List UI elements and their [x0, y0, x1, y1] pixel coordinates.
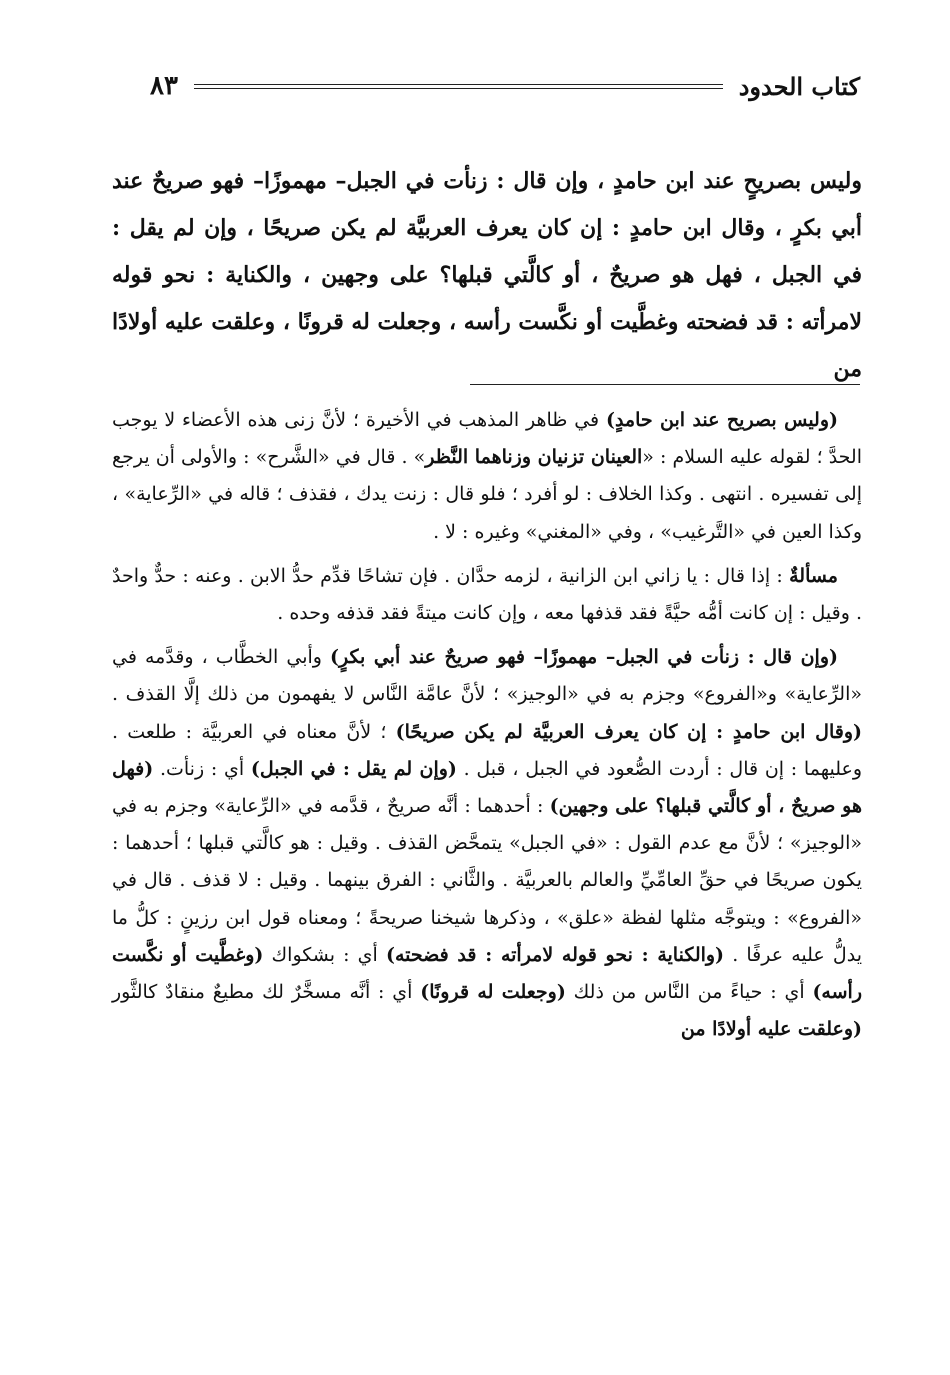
- main-text-paragraph: وليس بصريحٍ عند ابن حامدٍ ، وإن قال : زنأت في الجبل– مهموزًا– فهو صريحٌ عند أبي بكرٍ ، وقال ابن حامدٍ : إن كان يعرف العربيَّة لم يكن صريحًا ، وإن لم يقل : في الجبل ، فهل هو صريحٌ ، أو كالَّتي قبلها؟ على وجهين ، والكناية : نحو قوله لامرأته : قد فضحته وغطَّيت أو نكَّست رأسه ، وجعلت له قرونًا ، وعلقت عليه أولادًا من: [112, 168, 862, 382]
- commentary-segment: العينان تزنيان وزناهما النَّظر: [425, 446, 643, 469]
- chapter-title: كتاب الحدود: [738, 71, 860, 101]
- commentary-segment: أي : زنأت.: [153, 757, 251, 780]
- commentary-segment: (وجعلت له قرونًا): [420, 981, 566, 1004]
- commentary-segment: (وعلقت عليه أولادًا من: [680, 1018, 862, 1041]
- page-number: ٨٣: [150, 71, 178, 101]
- commentary-segment: أي : بشكواك: [263, 943, 386, 966]
- commentary-segment: في ظاهر المذهب في الأخيرة ؛ لأنَّ زنى هذه الأعضاء لا يوجب الحدَّ ؛ لقوله عليه السلام : «: [112, 409, 862, 469]
- commentary-segment: (وليس بصريح عند ابن حامدٍ): [605, 409, 839, 431]
- commentary-segment: : أحدهما : أنَّه صريحٌ ، قدَّمه في «الرِّعاية» وجزم به في «الوجيز» ؛ لأنَّ مع عدم القول : «في الجبل» يتمحَّض القذف . وقيل : هو كالَّتي قبلها ؛ أحدهما : يكون صريحًا في حقِّ العامِّيِّ والعالم بالعربيَّة . والثَّاني : الفرق بينهما . وقيل : لا قذف . قال في «الفروع» : ويتوجَّه مثلها لفظة «علق» ، وذكرها شيخنا صريحةً ؛ ومعناه قول ابن رزينٍ : كلُّ ما يدلُّ عليه عرفًا .: [112, 795, 862, 966]
- text-separator-rule: [470, 384, 860, 385]
- commentary-segment: : إذا قال : يا زاني ابن الزانية ، لزمه حدَّان . فإن تشاحًا قدِّم حدُّ الابن . وعنه : حدٌّ واحدٌ . وقيل : إن كانت أمُّه حيَّةً فقد قذفها معه ، وإن كانت ميتةً فقد قذفه وحده .: [112, 564, 862, 625]
- commentary-segment: (وغطَّيت أو نكَّست رأسه): [112, 943, 862, 1004]
- commentary-segment: ؛ لأنَّ معناه في العربيَّة : طلعت . وعليهما : إن قال : أردت الصُّعود في الجبل ، قبل .: [112, 720, 862, 780]
- commentary-paragraph-1: [112, 402, 862, 551]
- commentary-paragraph-3: [112, 639, 862, 1048]
- commentary-segment: » . قال في «الشَّرح» : والأولى أن يرجع إلى تفسيره . انتهى . وكذا الخلاف : لو أفرد ؛ فلو قال : زنت يدك ، فقذف ؛ قاله في «الرِّعاية» ، وكذا العين في «التَّرغيب» ، وفي «المغني» وغيره : لا .: [112, 446, 862, 543]
- commentary-segment: وأبي الخطَّاب ، وقدَّمه في «الرِّعاية» و«الفروع» وجزم به في «الوجيز» ؛ لأنَّ عامَّة النَّاس لا يفهمون من ذلك إلَّا القذف .: [112, 646, 862, 706]
- commentary-paragraph-2: [112, 558, 862, 632]
- commentary-segment: (فهل هو صريحٌ ، أو كالَّتي قبلها؟ على وجهين): [112, 757, 862, 818]
- commentary-segment: مسألةٌ: [789, 564, 838, 587]
- commentary-segment: (وإن لم يقل : في الجبل): [250, 757, 457, 780]
- commentary: [112, 402, 862, 1055]
- commentary-segment: (وقال ابن حامدٍ : إن كان يعرف العربيَّة لم يكن صريحًا): [395, 720, 862, 743]
- header-rule: [194, 84, 723, 89]
- main-text: [112, 158, 862, 393]
- page-header: [150, 62, 860, 110]
- commentary-segment: (والكناية : نحو قوله لامرأته : قد فضحته): [385, 943, 725, 966]
- commentary-segment: أي : حياءً من النَّاس من ذلك: [565, 981, 813, 1004]
- commentary-segment: أي : أنَّه مسخَّرٌ لك مطيعٌ منقادٌ كالثَّور: [112, 981, 421, 1004]
- commentary-segment: (وإن قال : زنأت في الجبل– مهموزًا– فهو صريحٌ عند أبي بكرٍ): [329, 646, 838, 669]
